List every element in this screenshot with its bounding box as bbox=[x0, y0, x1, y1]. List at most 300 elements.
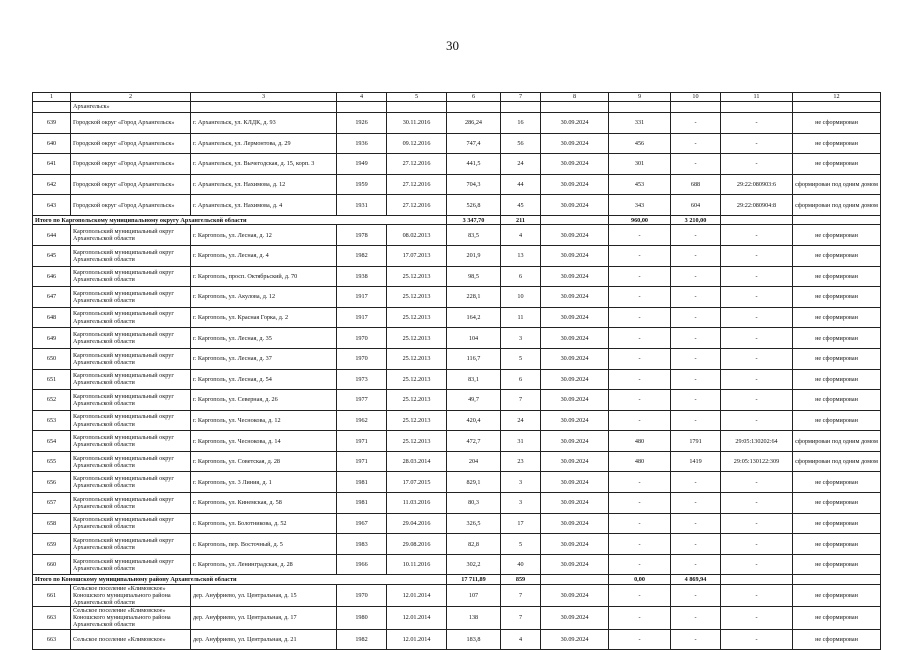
cell-n: 651 bbox=[33, 369, 71, 390]
cell-date: 29.04.2016 bbox=[387, 513, 447, 534]
cell-addr: дер. Ануфриево, ул. Центральная, д. 17 bbox=[191, 607, 337, 629]
cell-mun: Каргопольский муниципальный округ Архангельской области bbox=[71, 245, 191, 266]
cell-year: 1970 bbox=[337, 584, 387, 606]
cell-addr: г. Каргополь, ул. Лесная, д. 37 bbox=[191, 348, 337, 369]
cell-year: 1981 bbox=[337, 472, 387, 493]
cell-people: 7 bbox=[501, 607, 541, 629]
cell-c11: - bbox=[721, 410, 793, 431]
cell-c10: - bbox=[671, 493, 721, 514]
cell-c12: сформирован под одним домом bbox=[793, 431, 881, 452]
col-num-11: 11 bbox=[721, 93, 793, 102]
cell-mun: Каргопольский муниципальный округ Архангельской области bbox=[71, 390, 191, 411]
table-row bbox=[33, 287, 881, 308]
table-row bbox=[33, 584, 881, 606]
cell-term: 30.09.2024 bbox=[541, 307, 609, 328]
cell-c12: не сформирован bbox=[793, 307, 881, 328]
cell-people: 24 bbox=[501, 410, 541, 431]
cell-date: 17.07.2013 bbox=[387, 245, 447, 266]
cell-c10: 1791 bbox=[671, 431, 721, 452]
cell-mun: Городской округ «Город Архангельск» bbox=[71, 195, 191, 216]
cell-mun: Городской округ «Город Архангельск» bbox=[71, 154, 191, 175]
cell-year: 1982 bbox=[337, 245, 387, 266]
table-cell bbox=[671, 102, 721, 113]
cell-c11: - bbox=[721, 513, 793, 534]
table-row bbox=[33, 133, 881, 154]
cell-c11: - bbox=[721, 154, 793, 175]
cell-c10: - bbox=[671, 154, 721, 175]
cell-area: 420,4 bbox=[447, 410, 501, 431]
cell-mun: Сельское поселение «Климовское» Коношского муниципального района Архангельской области bbox=[71, 584, 191, 606]
cell-c10: 688 bbox=[671, 174, 721, 195]
cell-c12: не сформирован bbox=[793, 493, 881, 514]
cell-n: 647 bbox=[33, 287, 71, 308]
col-num-12: 12 bbox=[793, 93, 881, 102]
cell-c12: не сформирован bbox=[793, 133, 881, 154]
cell-n: 644 bbox=[33, 225, 71, 246]
cell-addr: г. Каргополь, ул. Лесная, д. 35 bbox=[191, 328, 337, 349]
cell-people: 13 bbox=[501, 245, 541, 266]
cell-year: 1977 bbox=[337, 390, 387, 411]
cell-mun: Каргопольский муниципальный округ Архангельской области bbox=[71, 513, 191, 534]
cell-c10: - bbox=[671, 472, 721, 493]
cell-c10: - bbox=[671, 534, 721, 555]
cell-c11: - bbox=[721, 472, 793, 493]
total-row bbox=[33, 575, 881, 584]
cell-date: 25.12.2013 bbox=[387, 307, 447, 328]
cell-area: 80,3 bbox=[447, 493, 501, 514]
cell-n: 663 bbox=[33, 607, 71, 629]
cell-addr: г. Архангельск, ул. Нахимова, д. 4 bbox=[191, 195, 337, 216]
cell-c10: - bbox=[671, 287, 721, 308]
cell-addr: г. Архангельск, ул. Вычегодская, д. 15, корп. 3 bbox=[191, 154, 337, 175]
table-cell bbox=[793, 215, 881, 224]
cell-year: 1917 bbox=[337, 307, 387, 328]
cell-date: 25.12.2013 bbox=[387, 431, 447, 452]
cell-n: 659 bbox=[33, 534, 71, 555]
cell-c9: - bbox=[609, 493, 671, 514]
cell-date: 30.11.2016 bbox=[387, 113, 447, 134]
cell-area: 98,5 bbox=[447, 266, 501, 287]
cell-mun: Сельское поселение «Климовское» Коношского муниципального района Архангельской области bbox=[71, 607, 191, 629]
cell-year: 1971 bbox=[337, 451, 387, 472]
cell-c10: 604 bbox=[671, 195, 721, 216]
cell-c9: - bbox=[609, 369, 671, 390]
cell-c10: - bbox=[671, 369, 721, 390]
cell-date: 12.01.2014 bbox=[387, 584, 447, 606]
cell-mun: Сельское поселение «Климовское» bbox=[71, 629, 191, 650]
cell-c9: - bbox=[609, 287, 671, 308]
cell-n: 641 bbox=[33, 154, 71, 175]
cell-c10: - bbox=[671, 607, 721, 629]
cell-n: 652 bbox=[33, 390, 71, 411]
cell-c10: - bbox=[671, 266, 721, 287]
cell-c11: - bbox=[721, 629, 793, 650]
cell-c9: - bbox=[609, 534, 671, 555]
cell-n: 650 bbox=[33, 348, 71, 369]
cell-addr: г. Каргополь, ул. Лесная, д. 4 bbox=[191, 245, 337, 266]
cell-addr: дер. Ануфриево, ул. Центральная, д. 21 bbox=[191, 629, 337, 650]
cell-n: 646 bbox=[33, 266, 71, 287]
cell-c11: 29:05:130202:64 bbox=[721, 431, 793, 452]
table-row bbox=[33, 472, 881, 493]
cell-c9: - bbox=[609, 554, 671, 575]
cell-term: 30.09.2024 bbox=[541, 195, 609, 216]
cell-c11: 29:22:080904:8 bbox=[721, 195, 793, 216]
table-cell bbox=[501, 102, 541, 113]
table-row bbox=[33, 451, 881, 472]
cell-c9: - bbox=[609, 410, 671, 431]
col-num-1: 1 bbox=[33, 93, 71, 102]
cell-date: 27.12.2016 bbox=[387, 174, 447, 195]
cell-area: 49,7 bbox=[447, 390, 501, 411]
cell-area: 441,5 bbox=[447, 154, 501, 175]
cell-c10: 1419 bbox=[671, 451, 721, 472]
cell-people: 56 bbox=[501, 133, 541, 154]
table-row bbox=[33, 513, 881, 534]
cell-addr: г. Каргополь, ул. Лесная, д. 54 bbox=[191, 369, 337, 390]
total-area: 17 711,89 bbox=[447, 575, 501, 584]
cell-c9: - bbox=[609, 225, 671, 246]
cell-c12: не сформирован bbox=[793, 113, 881, 134]
cell-c12: сформирован под одним домом bbox=[793, 195, 881, 216]
cell-c10: - bbox=[671, 410, 721, 431]
cell-mun: Каргопольский муниципальный округ Архангельской области bbox=[71, 266, 191, 287]
cell-year: 1966 bbox=[337, 554, 387, 575]
cell-mun: Каргопольский муниципальный округ Архангельской области bbox=[71, 287, 191, 308]
cell-date: 25.12.2013 bbox=[387, 410, 447, 431]
cell-term: 30.09.2024 bbox=[541, 266, 609, 287]
cell-c12: не сформирован bbox=[793, 629, 881, 650]
cell-c9: - bbox=[609, 348, 671, 369]
col-num-4: 4 bbox=[337, 93, 387, 102]
cell-term: 30.09.2024 bbox=[541, 287, 609, 308]
cell-people: 5 bbox=[501, 348, 541, 369]
cell-c11: - bbox=[721, 390, 793, 411]
cell-c9: - bbox=[609, 328, 671, 349]
cell-mun: Каргопольский муниципальный округ Архангельской области bbox=[71, 225, 191, 246]
cell-c11: - bbox=[721, 266, 793, 287]
cell-c11: - bbox=[721, 328, 793, 349]
cell-c11: - bbox=[721, 348, 793, 369]
cell-year: 1970 bbox=[337, 348, 387, 369]
cell-area: 82,8 bbox=[447, 534, 501, 555]
cell-c12: не сформирован bbox=[793, 390, 881, 411]
cell-date: 25.12.2013 bbox=[387, 369, 447, 390]
cell-c11: - bbox=[721, 369, 793, 390]
cell-c11: - bbox=[721, 245, 793, 266]
column-number-row bbox=[33, 93, 881, 102]
col-num-5: 5 bbox=[387, 93, 447, 102]
cell-c12: не сформирован bbox=[793, 513, 881, 534]
cell-year: 1938 bbox=[337, 266, 387, 287]
table-row bbox=[33, 431, 881, 452]
cell-date: 25.12.2013 bbox=[387, 348, 447, 369]
cell-c12: не сформирован bbox=[793, 154, 881, 175]
cell-addr: г. Каргополь, ул. Чеснокова, д. 12 bbox=[191, 410, 337, 431]
cell-c11: 29:05:130122:309 bbox=[721, 451, 793, 472]
cell-addr: г. Каргополь, ул. Красная Горка, д. 2 bbox=[191, 307, 337, 328]
cell-date: 12.01.2014 bbox=[387, 607, 447, 629]
cell-c10: - bbox=[671, 629, 721, 650]
cell-area: 183,8 bbox=[447, 629, 501, 650]
cell-n: 656 bbox=[33, 472, 71, 493]
table-cell bbox=[191, 102, 337, 113]
cell-year: 1959 bbox=[337, 174, 387, 195]
cell-mun: Городской округ «Город Архангельск» bbox=[71, 174, 191, 195]
table-row bbox=[33, 174, 881, 195]
cell-date: 29.08.2016 bbox=[387, 534, 447, 555]
cell-term: 30.09.2024 bbox=[541, 534, 609, 555]
table-cell bbox=[337, 102, 387, 113]
cell-area: 83,1 bbox=[447, 369, 501, 390]
cell-addr: г. Каргополь, ул. Болотникова, д. 52 bbox=[191, 513, 337, 534]
cell-addr: г. Архангельск, ул. Нахимова, д. 12 bbox=[191, 174, 337, 195]
col-num-3: 3 bbox=[191, 93, 337, 102]
cell-n: 649 bbox=[33, 328, 71, 349]
table-row bbox=[33, 493, 881, 514]
cell-date: 12.01.2014 bbox=[387, 629, 447, 650]
cell-c12: не сформирован bbox=[793, 287, 881, 308]
cell-c10: - bbox=[671, 348, 721, 369]
cell-n: 655 bbox=[33, 451, 71, 472]
cell-c9: - bbox=[609, 245, 671, 266]
cell-term: 30.09.2024 bbox=[541, 513, 609, 534]
cell-c12: не сформирован bbox=[793, 266, 881, 287]
cell-c12: не сформирован bbox=[793, 607, 881, 629]
cell-n: 642 bbox=[33, 174, 71, 195]
cell-c12: не сформирован bbox=[793, 534, 881, 555]
col-num-2: 2 bbox=[71, 93, 191, 102]
cell-c10: - bbox=[671, 390, 721, 411]
cell-c9: 480 bbox=[609, 431, 671, 452]
total-area: 3 347,70 bbox=[447, 215, 501, 224]
cell-people: 31 bbox=[501, 431, 541, 452]
cell-mun: Городской округ «Город Архангельск» bbox=[71, 113, 191, 134]
cell-area: 472,7 bbox=[447, 431, 501, 452]
cell-year: 1973 bbox=[337, 369, 387, 390]
cell-mun: Каргопольский муниципальный округ Архангельской области bbox=[71, 451, 191, 472]
cell-date: 25.12.2013 bbox=[387, 266, 447, 287]
cell-year: 1917 bbox=[337, 287, 387, 308]
cell-c11: - bbox=[721, 133, 793, 154]
cell-n: 660 bbox=[33, 554, 71, 575]
cell-c9: 480 bbox=[609, 451, 671, 472]
cell-term: 30.09.2024 bbox=[541, 410, 609, 431]
table-row bbox=[33, 534, 881, 555]
cell-area: 326,5 bbox=[447, 513, 501, 534]
cell-mun: Каргопольский муниципальный округ Архангельской области bbox=[71, 328, 191, 349]
cell-c10: - bbox=[671, 245, 721, 266]
cell-people: 6 bbox=[501, 369, 541, 390]
cell-people: 4 bbox=[501, 225, 541, 246]
cell-area: 107 bbox=[447, 584, 501, 606]
cell-c9: 453 bbox=[609, 174, 671, 195]
col-num-9: 9 bbox=[609, 93, 671, 102]
cell-mun: Каргопольский муниципальный округ Архангельской области bbox=[71, 472, 191, 493]
cell-people: 10 bbox=[501, 287, 541, 308]
cell-c11: - bbox=[721, 113, 793, 134]
table-row bbox=[33, 266, 881, 287]
cell-year: 1981 bbox=[337, 493, 387, 514]
cell-c9: - bbox=[609, 472, 671, 493]
register-table bbox=[32, 92, 881, 650]
cell-area: 164,2 bbox=[447, 307, 501, 328]
cell-c11: - bbox=[721, 493, 793, 514]
cell-addr: г. Каргополь, ул. Акулова, д. 12 bbox=[191, 287, 337, 308]
cell-mun: Каргопольский муниципальный округ Архангельской области bbox=[71, 493, 191, 514]
cell-c11: - bbox=[721, 287, 793, 308]
cell-area: 104 bbox=[447, 328, 501, 349]
cell-people: 45 bbox=[501, 195, 541, 216]
cell-term: 30.09.2024 bbox=[541, 174, 609, 195]
table-row bbox=[33, 225, 881, 246]
cell-addr: г. Каргополь, ул. Советская, д. 28 bbox=[191, 451, 337, 472]
cell-date: 25.12.2013 bbox=[387, 328, 447, 349]
cell-c10: - bbox=[671, 113, 721, 134]
cell-year: 1949 bbox=[337, 154, 387, 175]
cell-year: 1971 bbox=[337, 431, 387, 452]
table-cell bbox=[33, 102, 71, 113]
col-num-7: 7 bbox=[501, 93, 541, 102]
cell-term: 30.09.2024 bbox=[541, 431, 609, 452]
cell-c12: сформирован под одним домом bbox=[793, 451, 881, 472]
cell-addr: г. Каргополь, пер. Восточный, д. 5 bbox=[191, 534, 337, 555]
cell-c9: - bbox=[609, 513, 671, 534]
table-row bbox=[33, 154, 881, 175]
cell-people: 3 bbox=[501, 472, 541, 493]
total-row bbox=[33, 215, 881, 224]
cell-date: 25.12.2013 bbox=[387, 287, 447, 308]
cell-n: 640 bbox=[33, 133, 71, 154]
cell-area: 829,1 bbox=[447, 472, 501, 493]
cell-term: 30.09.2024 bbox=[541, 328, 609, 349]
cell-term: 30.09.2024 bbox=[541, 245, 609, 266]
cell-people: 6 bbox=[501, 266, 541, 287]
table-cell bbox=[721, 102, 793, 113]
cell-c9: - bbox=[609, 607, 671, 629]
total-col9: 960,00 bbox=[609, 215, 671, 224]
cell-c9: 331 bbox=[609, 113, 671, 134]
cell-c9: 456 bbox=[609, 133, 671, 154]
cell-c10: - bbox=[671, 307, 721, 328]
cell-mun: Городской округ «Город Архангельск» bbox=[71, 133, 191, 154]
cell-date: 25.12.2013 bbox=[387, 390, 447, 411]
cell-addr: дер. Ануфриево, ул. Центральная, д. 15 bbox=[191, 584, 337, 606]
total-label: Итого по Каргопольскому муниципальному округу Архангельской области bbox=[33, 215, 447, 224]
cell-n: 639 bbox=[33, 113, 71, 134]
table-cell bbox=[721, 575, 793, 584]
cell-term: 30.09.2024 bbox=[541, 607, 609, 629]
cell-term: 30.09.2024 bbox=[541, 629, 609, 650]
cell-c9: - bbox=[609, 307, 671, 328]
cell-c12: не сформирован bbox=[793, 554, 881, 575]
cell-term: 30.09.2024 bbox=[541, 493, 609, 514]
cell-c10: - bbox=[671, 554, 721, 575]
table-cell bbox=[541, 102, 609, 113]
cell-mun: Каргопольский муниципальный округ Архангельской области bbox=[71, 348, 191, 369]
cell-term: 30.09.2024 bbox=[541, 390, 609, 411]
table-cell bbox=[721, 215, 793, 224]
cell-c11: - bbox=[721, 307, 793, 328]
table-cell bbox=[541, 575, 609, 584]
cell-area: 138 bbox=[447, 607, 501, 629]
cell-date: 10.11.2016 bbox=[387, 554, 447, 575]
cell-c12: сформирован под одним домом bbox=[793, 174, 881, 195]
table-cell bbox=[541, 215, 609, 224]
cell-mun: Каргопольский муниципальный округ Архангельской области bbox=[71, 554, 191, 575]
cell-people: 3 bbox=[501, 328, 541, 349]
cell-area: 704,3 bbox=[447, 174, 501, 195]
total-label: Итого по Коношскому муниципальному району Архангельской области bbox=[33, 575, 447, 584]
cell-people: 24 bbox=[501, 154, 541, 175]
cell-addr: г. Каргополь, ул. Ленинградская, д. 28 bbox=[191, 554, 337, 575]
cell-term: 30.09.2024 bbox=[541, 113, 609, 134]
cell-n: 645 bbox=[33, 245, 71, 266]
cell-addr: г. Каргополь, ул. 3 Линия, д. 1 bbox=[191, 472, 337, 493]
table-row bbox=[33, 113, 881, 134]
cell-addr: г. Архангельск, ул. КЛДК, д. 93 bbox=[191, 113, 337, 134]
cell-people: 17 bbox=[501, 513, 541, 534]
cell-year: 1983 bbox=[337, 534, 387, 555]
cell-mun: Каргопольский муниципальный округ Архангельской области bbox=[71, 410, 191, 431]
cell-people: 40 bbox=[501, 554, 541, 575]
cell-n: 658 bbox=[33, 513, 71, 534]
total-col10: 3 210,00 bbox=[671, 215, 721, 224]
cell-term: 30.09.2024 bbox=[541, 154, 609, 175]
cell-addr: г. Каргополь, ул. Северная, д. 26 bbox=[191, 390, 337, 411]
table-cell bbox=[387, 102, 447, 113]
table-row bbox=[33, 629, 881, 650]
col-num-6: 6 bbox=[447, 93, 501, 102]
cell-c11: - bbox=[721, 225, 793, 246]
cell-c12: не сформирован bbox=[793, 328, 881, 349]
table-cell bbox=[609, 102, 671, 113]
cell-c10: - bbox=[671, 133, 721, 154]
cell-c12: не сформирован bbox=[793, 472, 881, 493]
cell-mun: Каргопольский муниципальный округ Архангельской области bbox=[71, 369, 191, 390]
cell-term: 30.09.2024 bbox=[541, 225, 609, 246]
cell-c11: - bbox=[721, 554, 793, 575]
cell-c12: не сформирован bbox=[793, 225, 881, 246]
cell-n: 653 bbox=[33, 410, 71, 431]
cell-mun: Каргопольский муниципальный округ Архангельской области bbox=[71, 534, 191, 555]
table-cell bbox=[447, 102, 501, 113]
cell-c9: - bbox=[609, 390, 671, 411]
total-col10: 4 869,94 bbox=[671, 575, 721, 584]
table-row bbox=[33, 369, 881, 390]
continuation-row bbox=[33, 102, 881, 113]
col-num-10: 10 bbox=[671, 93, 721, 102]
cell-c9: - bbox=[609, 629, 671, 650]
cell-addr: г. Архангельск, ул. Лермонтова, д. 29 bbox=[191, 133, 337, 154]
cell-date: 27.12.2016 bbox=[387, 195, 447, 216]
cell-people: 5 bbox=[501, 534, 541, 555]
cell-addr: г. Каргополь, просп. Октябрьский, д. 70 bbox=[191, 266, 337, 287]
cell-c9: 343 bbox=[609, 195, 671, 216]
table-row bbox=[33, 195, 881, 216]
cell-date: 27.12.2016 bbox=[387, 154, 447, 175]
cell-year: 1978 bbox=[337, 225, 387, 246]
cell-area: 228,1 bbox=[447, 287, 501, 308]
table-row bbox=[33, 245, 881, 266]
cell-term: 30.09.2024 bbox=[541, 554, 609, 575]
cell-c12: не сформирован bbox=[793, 369, 881, 390]
cell-year: 1962 bbox=[337, 410, 387, 431]
cell-addr: г. Каргополь, ул. Чеснокова, д. 14 bbox=[191, 431, 337, 452]
cell-c11: - bbox=[721, 607, 793, 629]
cell-n: 648 bbox=[33, 307, 71, 328]
cell-c11: - bbox=[721, 584, 793, 606]
